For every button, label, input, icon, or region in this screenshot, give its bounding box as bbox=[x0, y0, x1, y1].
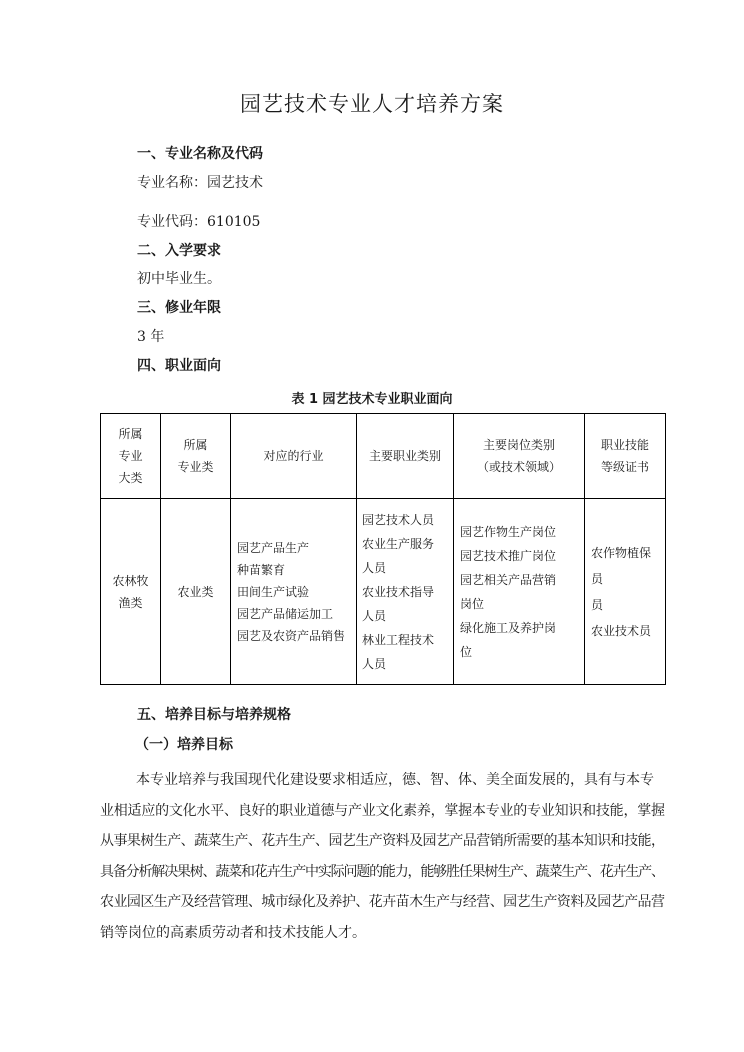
table-row bbox=[101, 499, 666, 685]
header-occupation: 主要职业类别 bbox=[357, 414, 454, 499]
header-major-category: 所属 专业 大类 bbox=[101, 414, 161, 499]
duration-text: 3 年 bbox=[137, 329, 165, 345]
paragraph-line: 具备分析解决果树、蔬菜和花卉生产中实际问题的能力，能够胜任果树生产、蔬菜生产、花卉生产、 bbox=[100, 863, 664, 880]
section-heading-4: 四、职业面向 bbox=[137, 358, 221, 374]
section-heading-5: 五、培养目标与培养规格 bbox=[137, 707, 291, 723]
training-goal-paragraph bbox=[100, 765, 665, 948]
subsection-heading: （一）培养目标 bbox=[135, 737, 233, 753]
major-code: 专业代码：610105 bbox=[137, 214, 261, 230]
cell-major-class: 农业类 bbox=[161, 499, 231, 685]
table-caption: 表 1 园艺技术专业职业面向 bbox=[291, 392, 453, 407]
career-table bbox=[100, 413, 666, 685]
table-header-row bbox=[101, 414, 666, 499]
document-title: 园艺技术专业人才培养方案 bbox=[240, 92, 504, 116]
paragraph-line: 销等岗位的高素质劳动者和技术技能人才。 bbox=[100, 924, 366, 941]
header-certificates: 职业技能 等级证书 bbox=[585, 414, 666, 499]
paragraph-line: 从事果树生产、蔬菜生产、花卉生产、园艺生产资料及园艺产品营销所需要的基本知识和技能， bbox=[100, 833, 665, 849]
cell-positions: 园艺作物生产岗位 园艺技术推广岗位 园艺相关产品营销 岗位 绿化施工及养护岗 位 bbox=[454, 499, 585, 685]
section-heading-2: 二、入学要求 bbox=[137, 243, 221, 259]
cell-major-category: 农林牧 渔类 bbox=[101, 499, 161, 685]
admission-text: 初中毕业生。 bbox=[137, 271, 221, 287]
section-heading-3: 三、修业年限 bbox=[137, 300, 221, 316]
cell-certificates: 农作物植保员 员 农业技术员 bbox=[585, 499, 666, 685]
cell-industry: 园艺产品生产 种苗繁育 田间生产试验 园艺产品储运加工 园艺及农资产品销售 bbox=[231, 499, 357, 685]
section-heading-1: 一、专业名称及代码 bbox=[137, 146, 263, 162]
header-industry: 对应的行业 bbox=[231, 414, 357, 499]
cell-occupation: 园艺技术人员 农业生产服务 人员 农业技术指导 人员 林业工程技术 人员 bbox=[357, 499, 454, 685]
paragraph-line: 本专业培养与我国现代化建设要求相适应，德、智、体、美全面发展的，具有与本专 bbox=[136, 772, 654, 788]
major-name: 专业名称：园艺技术 bbox=[137, 175, 263, 191]
paragraph-line: 业相适应的文化水平、良好的职业道德与产业文化素养，掌握本专业的专业知识和技能，掌握 bbox=[100, 802, 665, 819]
header-major-class: 所属 专业类 bbox=[161, 414, 231, 499]
header-positions: 主要岗位类别 （或技术领域） bbox=[454, 414, 585, 499]
paragraph-line: 农业园区生产及经营管理、城市绿化及养护、花卉苗木生产与经营、园艺生产资料及园艺产品营 bbox=[100, 894, 665, 910]
